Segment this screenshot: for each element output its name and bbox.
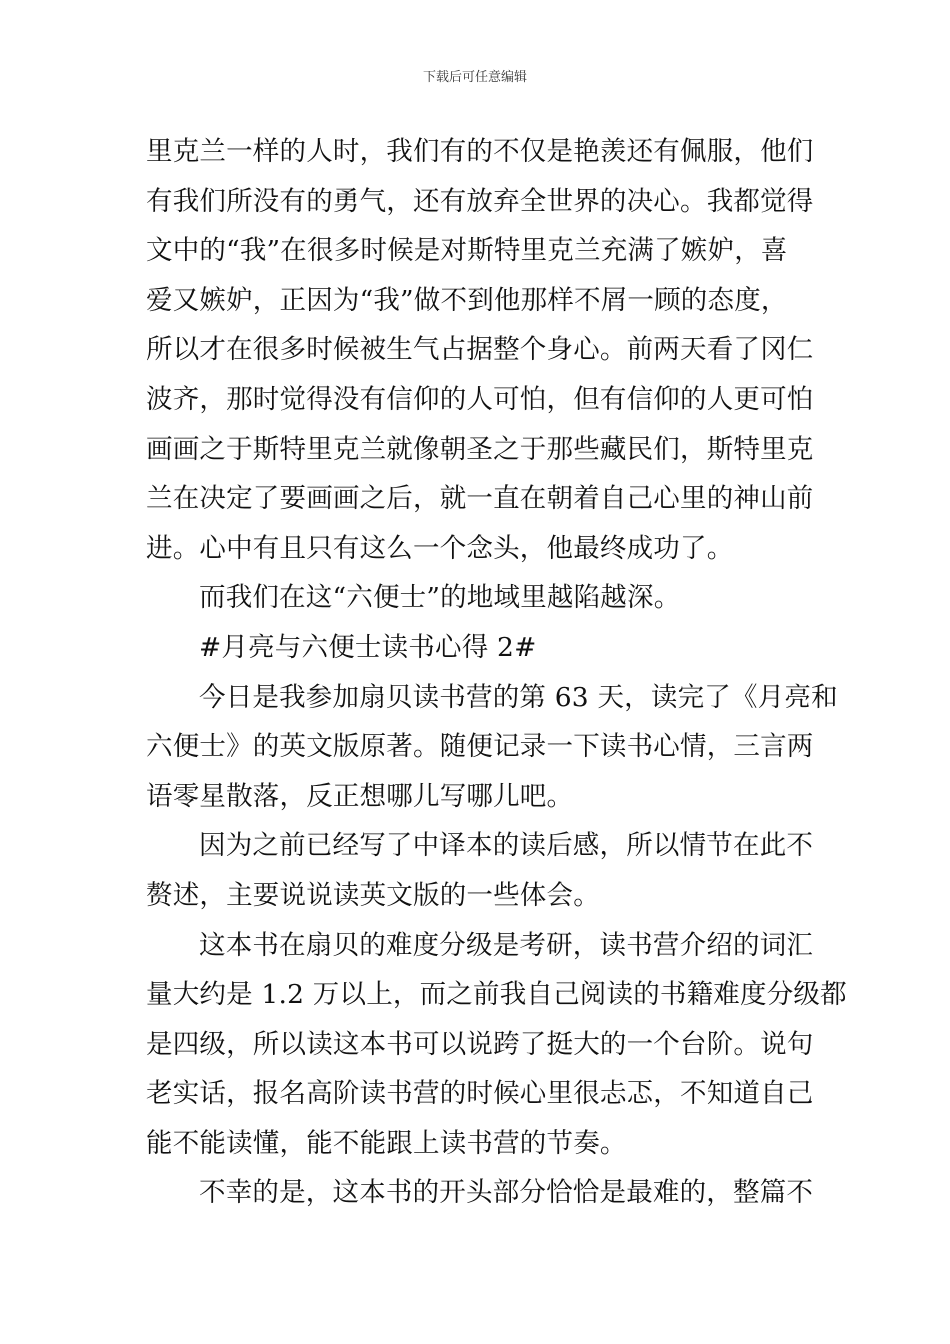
text-line: 画画之于斯特里克兰就像朝圣之于那些藏民们，斯特里克 xyxy=(146,433,814,465)
text-line: 爱又嫉妒，正因为“我”做不到他那样不屑一顾的态度， xyxy=(146,284,788,316)
text-line: 量大约是 1.2 万以上，而之前我自己阅读的书籍难度分级都 xyxy=(146,979,847,1011)
document-body xyxy=(146,127,847,1218)
section-heading: #月亮与六便士读书心得 2# xyxy=(199,631,537,663)
text-line: 因为之前已经写了中译本的读后感，所以情节在此不 xyxy=(199,830,814,862)
text-line: 不幸的是，这本书的开头部分恰恰是最难的，整篇不 xyxy=(199,1177,814,1209)
text-line: 所以才在很多时候被生气占据整个身心。前两天看了冈仁 xyxy=(146,334,814,366)
text-line: 语零星散落，反正想哪儿写哪儿吧。 xyxy=(146,780,574,812)
text-line: 能不能读懂，能不能跟上读书营的节奏。 xyxy=(146,1127,627,1159)
text-line: 里克兰一样的人时，我们有的不仅是艳羡还有佩服，他们 xyxy=(146,136,814,167)
text-line: 是四级，所以读这本书可以说跨了挺大的一个台阶。说句 xyxy=(146,1028,814,1060)
text-line: 赘述，主要说说读英文版的一些体会。 xyxy=(146,879,600,911)
text-line: 有我们所没有的勇气，还有放弃全世界的决心。我都觉得 xyxy=(146,185,814,217)
text-line: 进。心中有且只有这么一个念头，他最终成功了。 xyxy=(146,532,734,564)
text-line: 波齐，那时觉得没有信仰的人可怕，但有信仰的人更可怕 xyxy=(146,383,814,415)
text-line: 文中的“我”在很多时候是对斯特里克兰充满了嫉妒，喜 xyxy=(146,235,788,267)
text-line: 六便士》的英文版原著。随便记录一下读书心情，三言两 xyxy=(146,731,814,763)
text-line: 老实话，报名高阶读书营的时候心里很忐忑，不知道自己 xyxy=(146,1078,814,1110)
text-line: 兰在决定了要画画之后，就一直在朝着自己心里的神山前 xyxy=(146,483,814,515)
page-header-note: 下载后可任意编辑 xyxy=(422,70,527,85)
text-line: 这本书在扇贝的难度分级是考研，读书营介绍的词汇 xyxy=(199,929,814,961)
text-line: 今日是我参加扇贝读书营的第 63 天，读完了《月亮和 xyxy=(199,681,838,713)
text-line: 而我们在这“六便士”的地域里越陷越深。 xyxy=(199,582,681,614)
